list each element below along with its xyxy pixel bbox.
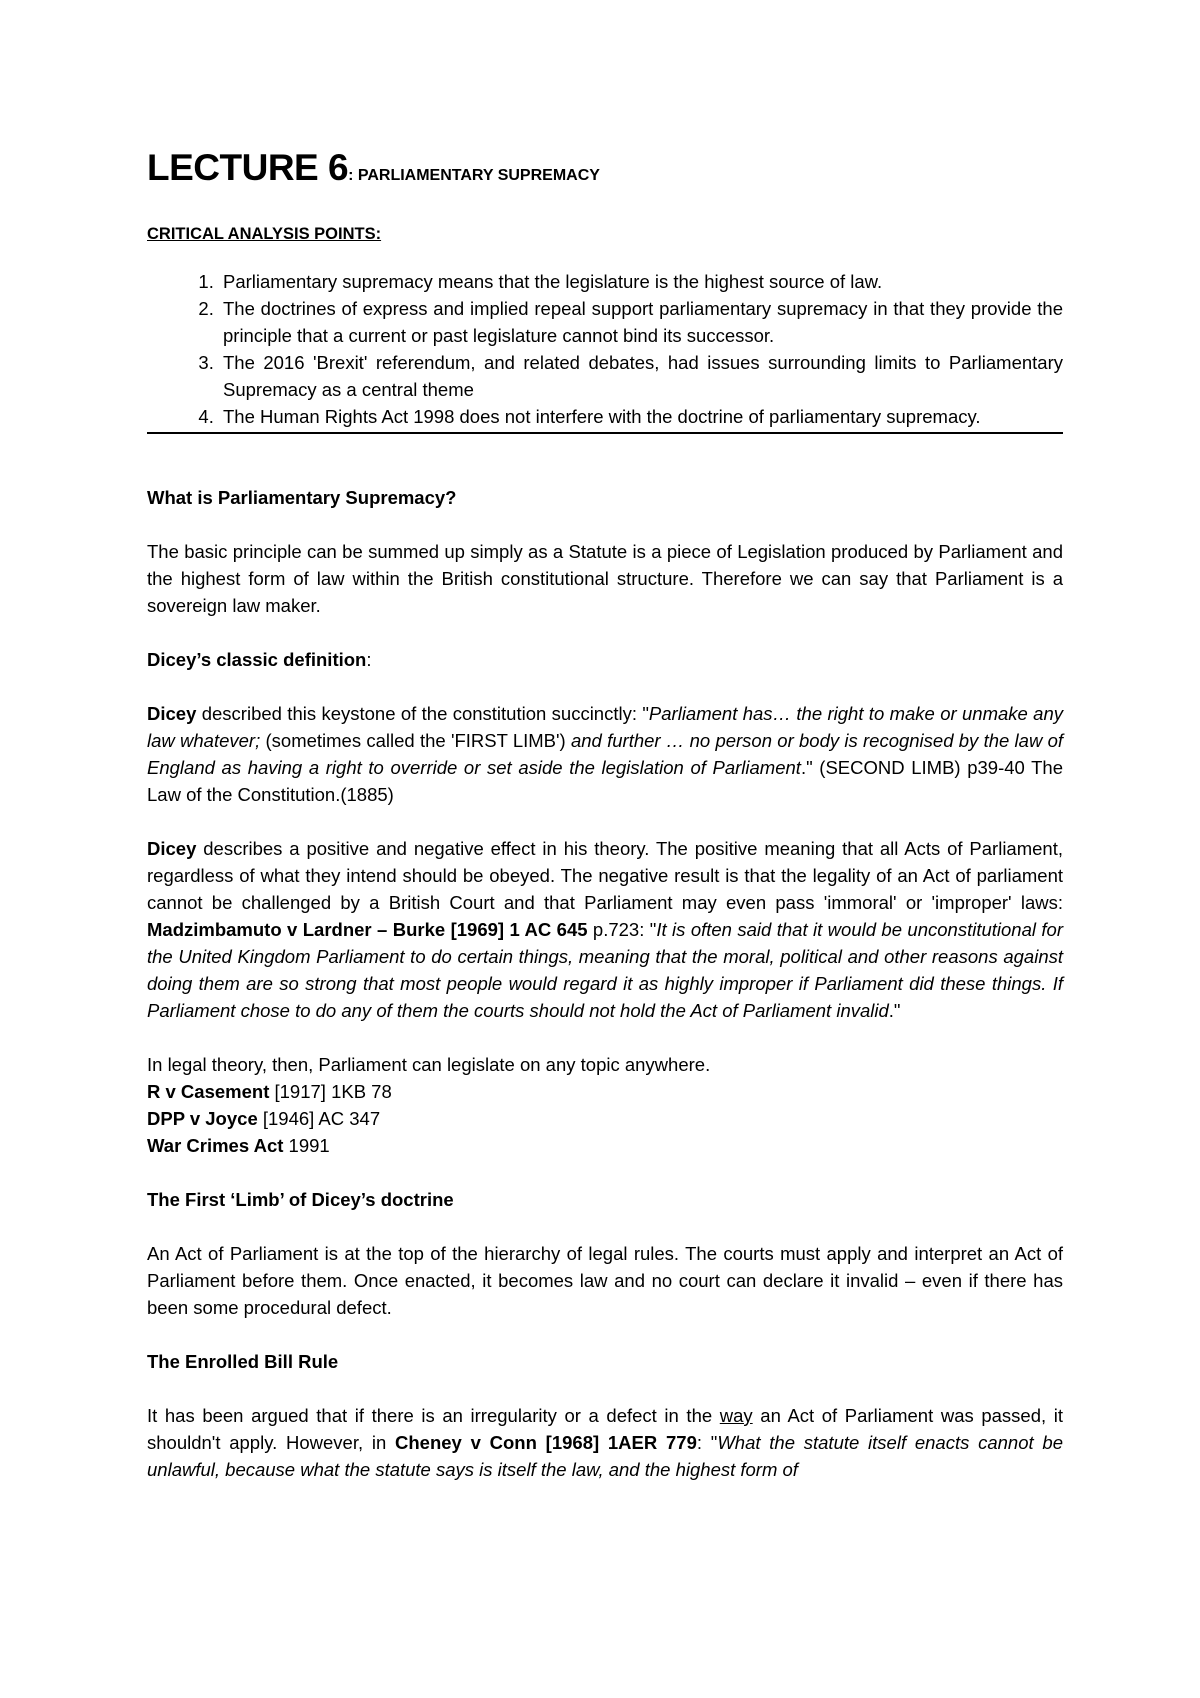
paragraph-enrolled-bill: [147, 1402, 1063, 1483]
heading-colon: :: [366, 649, 372, 670]
text-span: p.723: ": [587, 919, 657, 940]
case-cite: [1917] 1KB 78: [269, 1081, 392, 1102]
lecture-number: LECTURE 6: [147, 147, 349, 188]
case-cite: [1946] AC 347: [257, 1108, 381, 1129]
lecture-topic: : PARLIAMENTARY SUPREMACY: [348, 167, 600, 184]
quote-span: and further … no person or body is recognised by the law of England as having a right to override or set aside the legislation of Parliament: [147, 730, 1063, 778]
paragraph-first-limb: An Act of Parliament is at the top of the hierarchy of legal rules. The courts must apply and interpret an Act of Parliament before them. Once enacted, it becomes law and no court can declare it invalid – even if there has been some procedural defect.: [147, 1243, 1063, 1318]
lecture-title: [147, 148, 1063, 196]
case-citation: Cheney v Conn [1968] 1AER 779: [395, 1432, 697, 1453]
text-span: : ": [696, 1432, 718, 1453]
text-span: describes a positive and negative effect in his theory. The positive meaning that all Acts of Parliament, regardless of what they intend should be obeyed. The negative result is that the legality of an Act of parliament cannot be challenged by a British Court and that Parliament may even pass 'immoral' or 'improper' laws:: [147, 838, 1063, 913]
paragraph-dicey-effects: [147, 835, 1063, 1024]
section-heading-enrolled-bill: The Enrolled Bill Rule: [147, 1351, 339, 1372]
case-name: War Crimes Act: [147, 1135, 284, 1156]
quote-span: Parliament has… the right to make or unmake any law whatever;: [147, 703, 1064, 751]
text-line: In legal theory, then, Parliament can legislate on any topic anywhere.: [147, 1054, 711, 1075]
text-span: ." (SECOND LIMB) p39-40 The Law of the Constitution.(1885): [147, 757, 1063, 805]
quote-span: What the statute itself enacts cannot be unlawful, because what the statute says is itself the law, and the highest form of: [147, 1432, 1063, 1480]
section-heading-dicey-definition: [147, 646, 1063, 673]
section-heading-first-limb: The First ‘Limb’ of Dicey’s doctrine: [147, 1189, 454, 1210]
text-span: an Act of Parliament was passed, it shouldn't apply. However, in: [147, 1405, 1063, 1453]
author-name: Dicey: [147, 838, 197, 859]
case-name: DPP v Joyce: [147, 1108, 258, 1129]
case-name: R v Casement: [147, 1081, 270, 1102]
case-line: [147, 1105, 1063, 1132]
paragraph-legal-theory: [147, 1051, 1063, 1159]
case-line: [147, 1132, 1063, 1159]
text-span: described this keystone of the constitution succinctly: ": [196, 703, 649, 724]
section-heading-what-is: What is Parliamentary Supremacy?: [147, 487, 457, 508]
list-item: 1. Parliamentary supremacy means that the legislature is the highest source of law.: [219, 268, 1063, 295]
list-item: 4. The Human Rights Act 1998 does not interfere with the doctrine of parliamentary supremacy.: [219, 403, 1063, 430]
critical-points-list: [147, 268, 1063, 434]
case-cite: 1991: [283, 1135, 330, 1156]
case-line: [147, 1078, 1063, 1105]
list-item: 2. The doctrines of express and implied repeal support parliamentary supremacy in that they provide the principle that a current or past legislature cannot bind its successor.: [219, 295, 1063, 349]
document-page: [147, 148, 1063, 1483]
text-span: (sometimes called the 'FIRST LIMB'): [260, 730, 571, 751]
underlined-word: way: [719, 1405, 753, 1426]
text-span: It has been argued that if there is an irregularity or a defect in the: [147, 1405, 720, 1426]
heading-text: Dicey’s classic definition: [147, 649, 367, 670]
paragraph-basic-principle: The basic principle can be summed up simply as a Statute is a piece of Legislation produced by Parliament and the highest form of law within the British constitutional structure. Therefore we can say that Parliament is a sovereign law maker.: [147, 541, 1063, 616]
list-item: 3. The 2016 'Brexit' referendum, and related debates, had issues surrounding limits to Parliamentary Supremacy as a central theme: [219, 349, 1063, 403]
paragraph-dicey-description: [147, 700, 1063, 808]
case-citation: Madzimbamuto v Lardner – Burke [1969] 1 AC 645: [147, 919, 588, 940]
quote-span: It is often said that it would be unconstitutional for the United Kingdom Parliament to do certain things, meaning that the moral, political and other reasons against doing them are so strong that most people would regard it as highly improper if Parliament did these things. If Parliament chose to do any of them the courts should not hold the Act of Parliament invalid: [147, 919, 1063, 1021]
text-span: .": [888, 1000, 901, 1021]
critical-analysis-heading: CRITICAL ANALYSIS POINTS:: [147, 225, 382, 243]
author-name: Dicey: [147, 703, 197, 724]
